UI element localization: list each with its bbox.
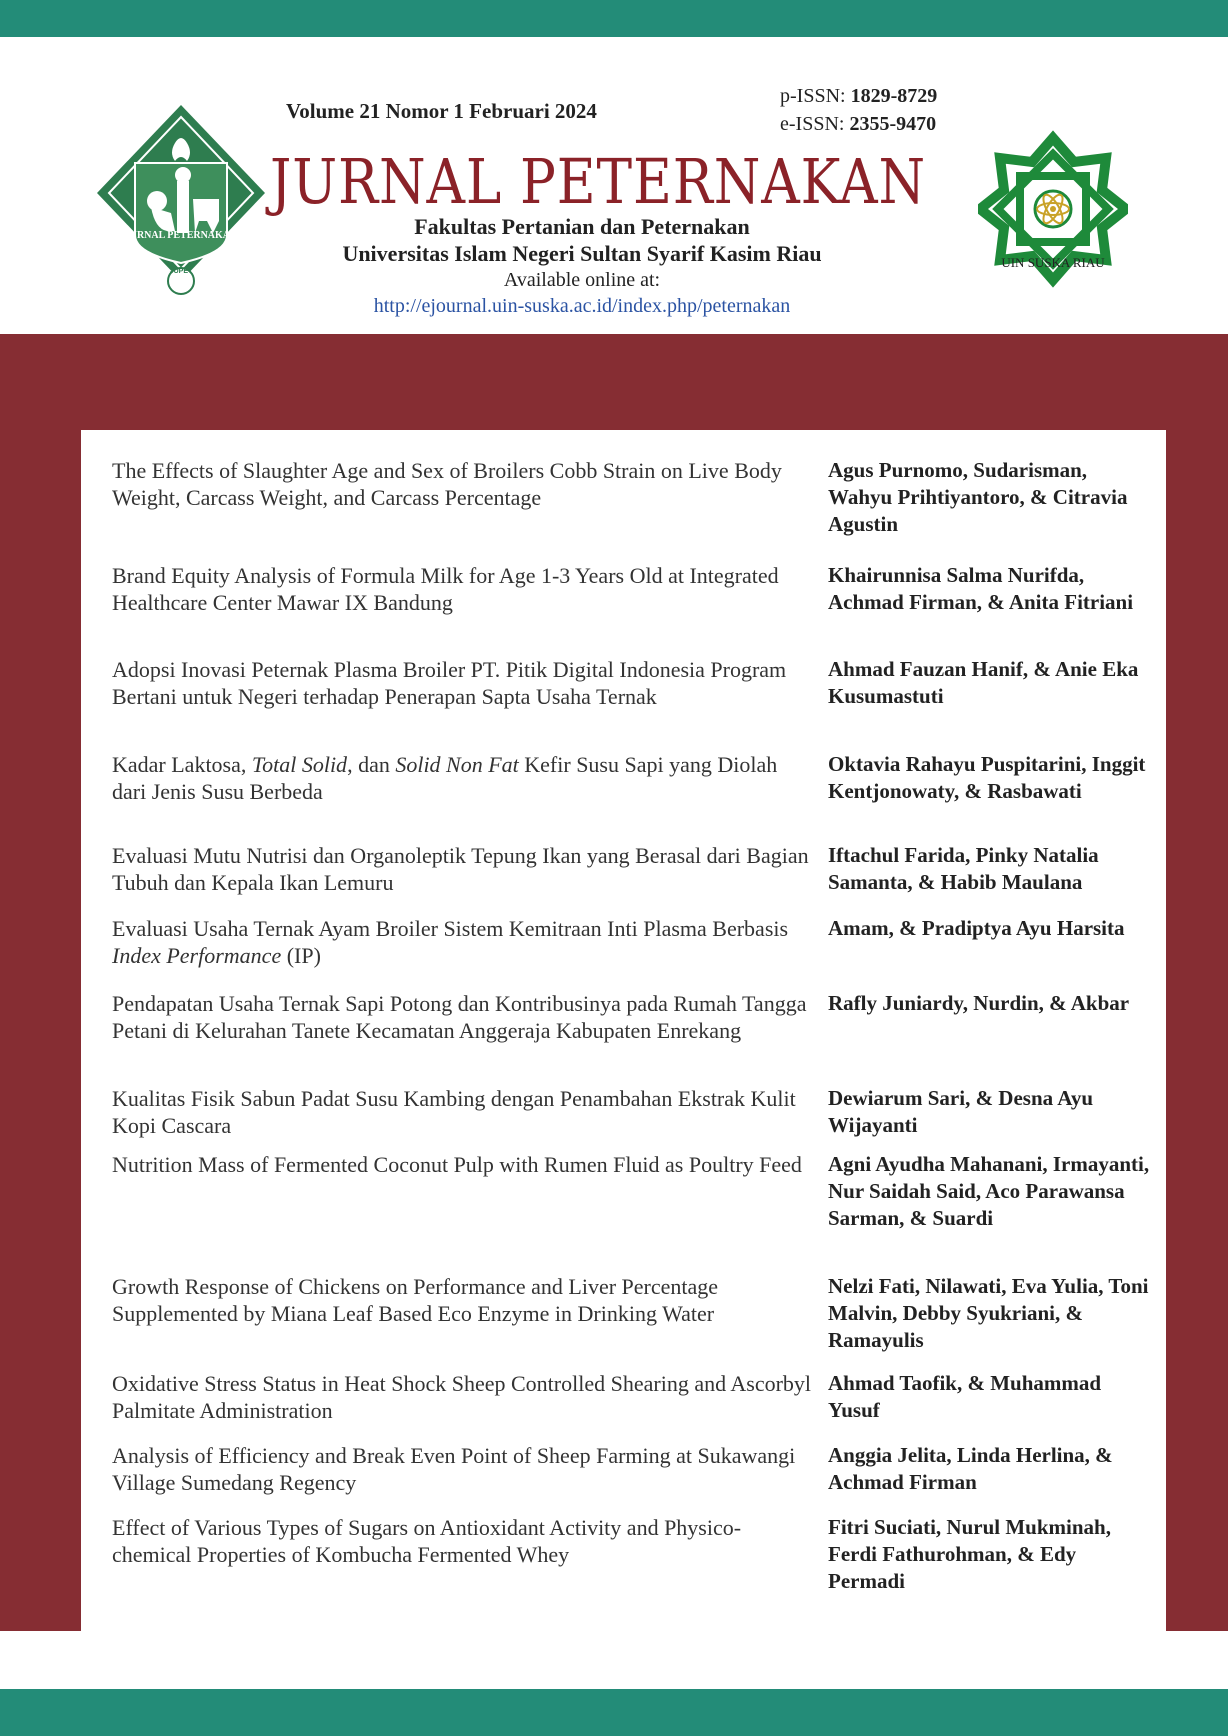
article-title[interactable]: Evaluasi Mutu Nutrisi dan Organoleptik Tepung Ikan yang Berasal dari Bagian Tubuh dan Kepala Ikan Lemuru [112, 843, 809, 895]
article-title[interactable]: Effect of Various Types of Sugars on Antioxidant Activity and Physico-chemical Properties of Kombucha Fermented Whey [112, 1515, 742, 1567]
article-authors: Iftachul Farida, Pinky Natalia Samanta, & Habib Maulana [828, 843, 1099, 894]
article-entry [81, 915, 1166, 975]
volume-issue: Volume 21 Nomor 1 Februari 2024 [286, 99, 597, 123]
article-title[interactable]: Kadar Laktosa, Total Solid, dan Solid Non Fat Kefir Susu Sapi yang Diolah dari Jenis Susu Berbeda [112, 752, 778, 804]
article-authors: Agus Purnomo, Sudarisman, Wahyu Prihtiyantoro, & Citravia Agustin [828, 458, 1128, 536]
uin-suska-emblem-icon [978, 109, 1128, 309]
uin-suska-label: UIN SUSKA RIAU [1001, 255, 1105, 270]
article-entry [81, 751, 1166, 831]
article-title[interactable]: Adopsi Inovasi Peternak Plasma Broiler PT. Pitik Digital Indonesia Program Bertani untuk Negeri terhadap Penerapan Sapta Usaha Ternak [112, 657, 787, 709]
article-title[interactable]: Brand Equity Analysis of Formula Milk for Age 1-3 Years Old at Integrated Healthcare Center Mawar IX Bandung [112, 563, 779, 615]
journal-url-link[interactable]: http://ejournal.uin-suska.ac.id/index.php/peternakan [373, 295, 791, 317]
article-authors: Dewiarum Sari, & Desna Ayu Wijayanti [828, 1086, 1094, 1137]
article-authors: Fitri Suciati, Nurul Mukminah, Ferdi Fathurohman, & Edy Permadi [828, 1515, 1111, 1593]
available-online-label: Available online at: [503, 269, 661, 291]
e-issn: e-ISSN: 2355-9470 [780, 113, 937, 135]
article-title[interactable]: Evaluasi Usaha Ternak Ayam Broiler Sistem Kemitraan Inti Plasma Berbasis Index Performance (IP) [112, 916, 789, 968]
article-entry [81, 1442, 1166, 1502]
article-authors: Ahmad Taofik, & Muhammad Yusuf [828, 1371, 1102, 1422]
article-authors: Nelzi Fati, Nilawati, Eva Yulia, Toni Malvin, Debby Syukriani, & Ramayulis [828, 1274, 1149, 1352]
university-name: Universitas Islam Negeri Sultan Syarif Kasim Riau [342, 241, 822, 266]
article-entry [81, 656, 1166, 736]
article-title[interactable]: The Effects of Slaughter Age and Sex of Broilers Cobb Strain on Live Body Weight, Carcass Weight, and Carcass Percentage [112, 458, 782, 510]
article-authors: Oktavia Rahayu Puspitarini, Inggit Kentjonowaty, & Rasbawati [828, 752, 1146, 803]
article-entry [81, 842, 1166, 902]
journal-title: JURNAL PETERNAKAN [270, 145, 927, 218]
article-authors: Amam, & Pradiptya Ayu Harsita [828, 916, 1125, 940]
article-authors: Ahmad Fauzan Hanif, & Anie Eka Kusumastuti [828, 657, 1139, 708]
top-teal-band [0, 0, 1228, 37]
cover-header [0, 37, 1228, 334]
article-title[interactable]: Pendapatan Usaha Ternak Sapi Potong dan Kontribusinya pada Rumah Tangga Petani di Kelurahan Tanete Kecamatan Anggeraja Kabupaten Enrekang [112, 991, 807, 1043]
article-entry [81, 562, 1166, 642]
article-entry [81, 457, 1166, 547]
article-title[interactable]: Analysis of Efficiency and Break Even Point of Sheep Farming at Sukawangi Village Sumedang Regency [112, 1443, 796, 1495]
article-entry [81, 1514, 1166, 1604]
p-issn: p-ISSN: 1829-8729 [780, 85, 938, 107]
bottom-teal-band [0, 1689, 1228, 1736]
article-authors: Anggia Jelita, Linda Herlina, & Achmad Firman [828, 1443, 1113, 1494]
article-entry [81, 990, 1166, 1070]
article-entry [81, 1273, 1166, 1353]
faculty-name: Fakultas Pertanian dan Peternakan [414, 214, 750, 239]
left-emblem-badge: JUPET [169, 268, 193, 275]
article-title[interactable]: Oxidative Stress Status in Heat Shock Sheep Controlled Shearing and Ascorbyl Palmitate Administration [112, 1371, 812, 1423]
article-authors: Khairunnisa Salma Nurifda, Achmad Firman, & Anita Fitriani [828, 563, 1134, 614]
article-entry [81, 1151, 1166, 1261]
article-entry [81, 1085, 1166, 1145]
article-title[interactable]: Nutrition Mass of Fermented Coconut Pulp with Rumen Fluid as Poultry Feed [112, 1152, 802, 1177]
article-authors: Rafly Juniardy, Nurdin, & Akbar [828, 991, 1130, 1015]
left-emblem-caption: JURNAL PETERNAKAN [124, 230, 238, 241]
article-title[interactable]: Kualitas Fisik Sabun Padat Susu Kambing dengan Penambahan Ekstrak Kulit Kopi Cascara [112, 1086, 796, 1138]
article-title[interactable]: Growth Response of Chickens on Performance and Liver Percentage Supplemented by Miana Leaf Based Eco Enzyme in Drinking Water [112, 1274, 719, 1326]
article-entry [81, 1370, 1166, 1430]
article-authors: Agni Ayudha Mahanani, Irmayanti, Nur Saidah Said, Aco Parawansa Sarman, & Suardi [828, 1152, 1150, 1230]
table-of-contents [81, 430, 1166, 1632]
